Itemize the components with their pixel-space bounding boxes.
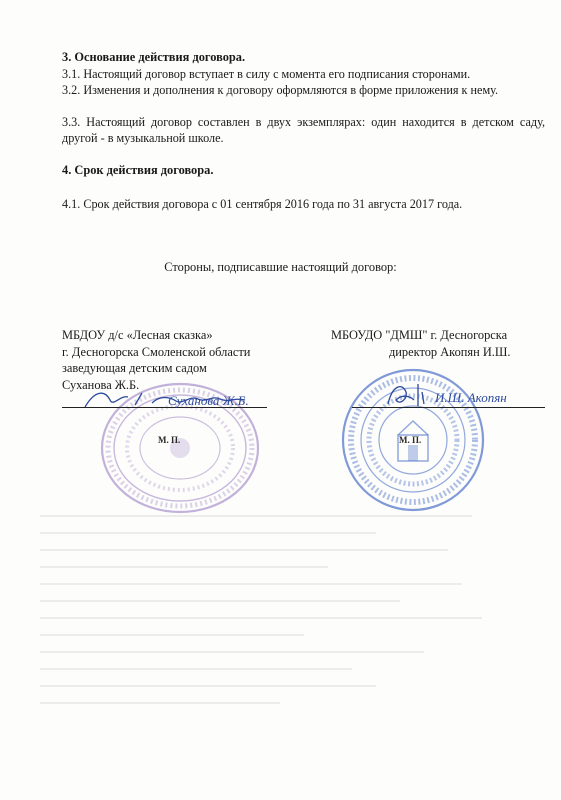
left-signature-name: Суханова Ж.Б. (168, 393, 249, 408)
parties-title: Стороны, подписавшие настоящий договор: (164, 260, 397, 274)
section3-clause1: 3.1. Настоящий договор вступает в силу с момента его подписания сторонами. (62, 67, 471, 81)
left-party-city: г. Десногорска Смоленской области (62, 344, 251, 359)
left-stamp-label: М. П. (158, 435, 181, 445)
left-party-name: Суханова Ж.Б. (62, 377, 140, 392)
section4-heading: 4. Срок действия договора. (62, 163, 214, 177)
left-party-org: МБДОУ д/с «Лесная сказка» (62, 328, 213, 342)
section3-clause3: 3.3. Настоящий договор составлен в двух экземплярах: один находится в детском саду, другой - в музыкальной школе. (62, 115, 545, 145)
right-party-position: директор Акопян И.Ш. (389, 344, 511, 359)
section3-clause2: 3.2. Изменения и дополнения к договору оформляются в форме приложения к нему. (62, 83, 499, 97)
right-signature-name: И.Ш. Акопян (435, 390, 507, 405)
left-party-position: заведующая детским садом (62, 361, 207, 375)
show-through-text (40, 500, 520, 760)
right-party-block (331, 327, 510, 360)
section4-clause1: 4.1. Срок действия договора с 01 сентября 2016 года по 31 августа 2017 года. (62, 197, 463, 211)
right-stamp-label: М. П. (399, 435, 422, 445)
right-signature (380, 378, 550, 412)
left-signature (80, 385, 260, 415)
section3-heading: 3. Основание действия договора. (62, 50, 246, 64)
right-party-org: МБОУДО "ДМШ" г. Десногорска (331, 328, 508, 342)
